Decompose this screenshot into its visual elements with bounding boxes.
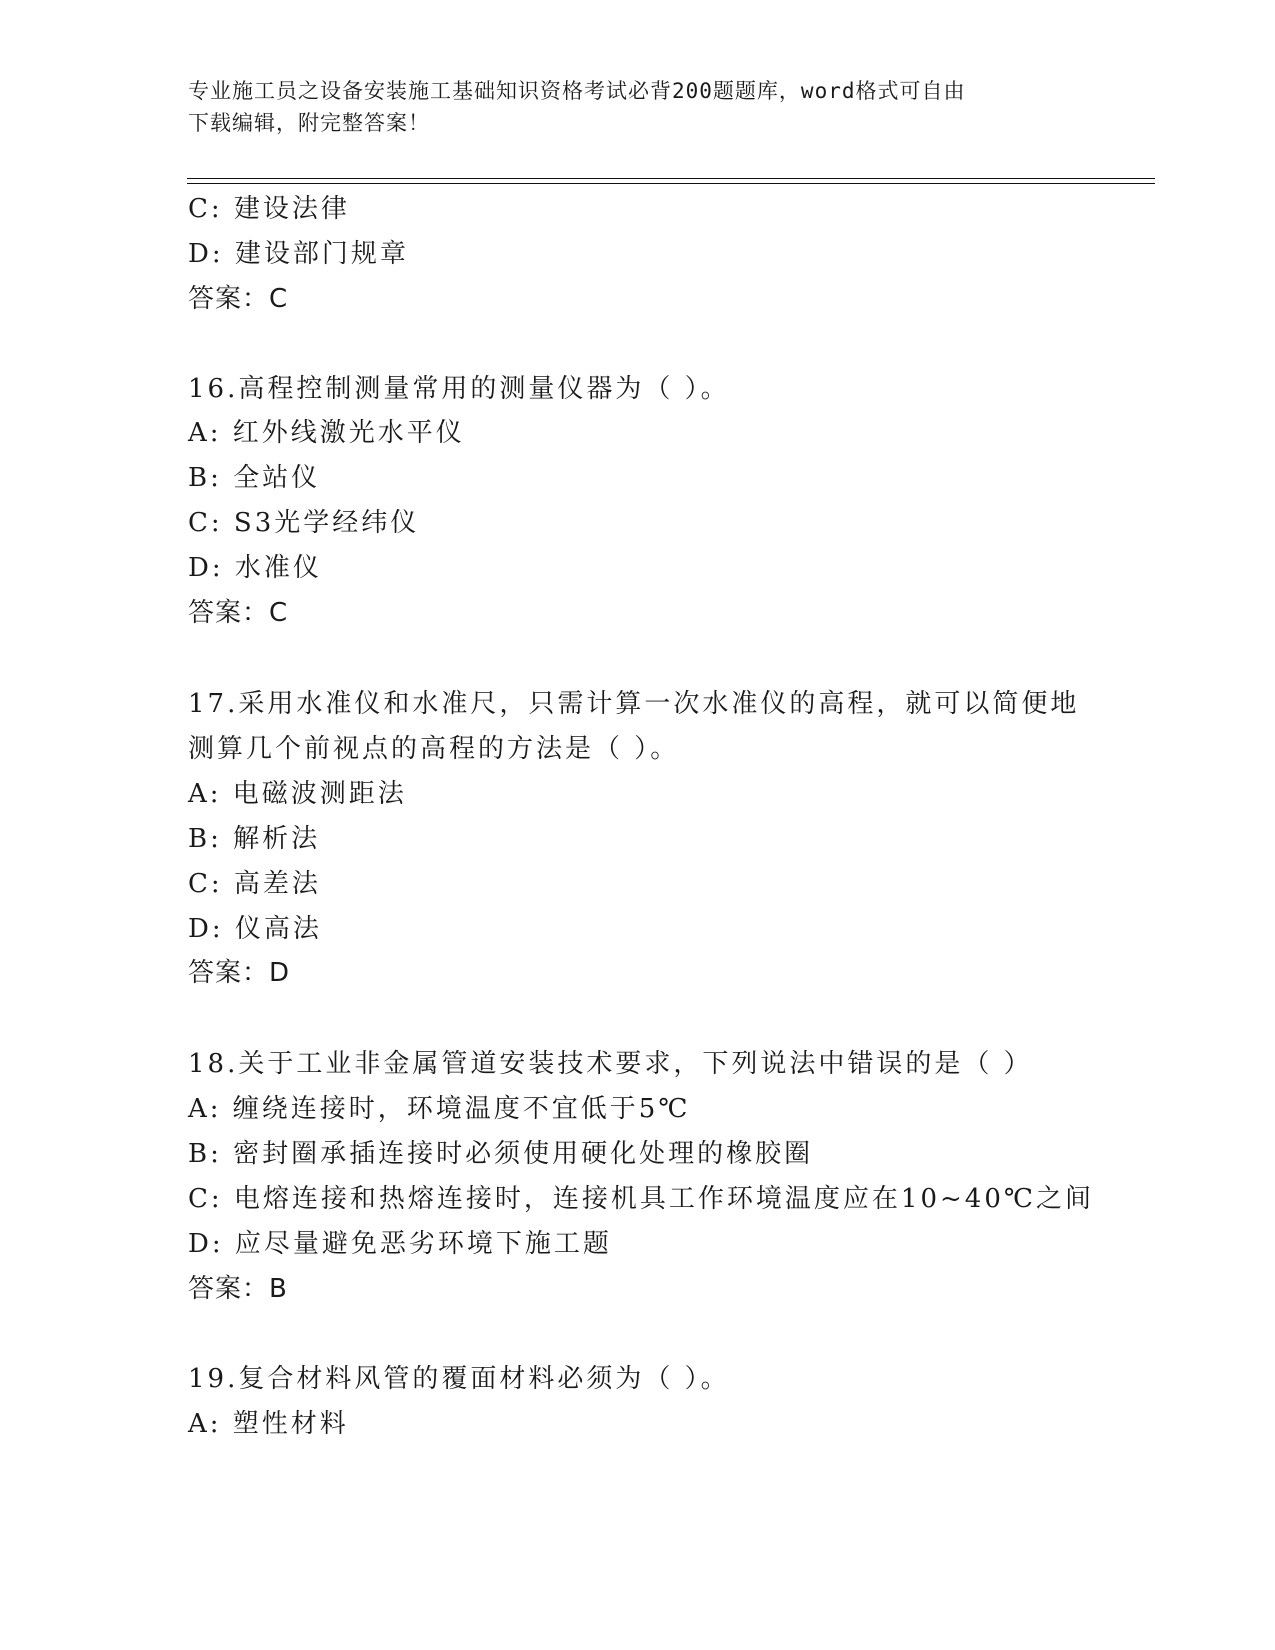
option-line: D: 水准仪 (188, 553, 322, 583)
option-line: B: 全站仪 (188, 463, 321, 493)
question-line: 16.高程控制测量常用的测量仪器为（ ）。 (188, 374, 730, 404)
question-line: 17.采用水准仪和水准尺，只需计算一次水准仪的高程，就可以简便地 (188, 689, 1080, 719)
option-line: C: 建设法律 (188, 194, 350, 224)
option-line: B: 解析法 (188, 824, 321, 854)
option-line: D: 仪高法 (188, 914, 322, 944)
document-header-line-2: 下载编辑，附完整答案！ (188, 111, 430, 135)
document-header-line-1: 专业施工员之设备安装施工基础知识资格考试必背200题题库，word格式可自由 (188, 79, 966, 103)
header-divider-top (187, 178, 1155, 179)
option-line: A: 红外线激光水平仪 (188, 418, 465, 448)
option-line: C: 电熔连接和热熔连接时，连接机具工作环境温度应在10~40℃之间 (188, 1184, 1094, 1214)
header-divider-bottom (187, 183, 1155, 184)
question-line: 测算几个前视点的高程的方法是（ ）。 (188, 734, 680, 764)
option-line: D: 应尽量避免恶劣环境下施工题 (188, 1229, 612, 1259)
answer-line: 答案：C (188, 598, 289, 628)
option-line: A: 电磁波测距法 (188, 779, 407, 809)
answer-line: 答案：B (188, 1274, 288, 1304)
question-line: 18.关于工业非金属管道安装技术要求，下列说法中错误的是（ ） (188, 1049, 1033, 1079)
option-line: B: 密封圈承插连接时必须使用硬化处理的橡胶圈 (188, 1139, 814, 1169)
answer-line: 答案：D (188, 958, 291, 988)
option-line: C: S3光学经纬仪 (188, 508, 420, 538)
option-line: A: 塑性材料 (188, 1409, 349, 1439)
option-line: D: 建设部门规章 (188, 239, 409, 269)
question-line: 19.复合材料风管的覆面材料必须为（ ）。 (188, 1364, 730, 1394)
option-line: C: 高差法 (188, 869, 321, 899)
answer-line: 答案：C (188, 284, 289, 314)
option-line: A: 缠绕连接时，环境温度不宜低于5℃ (188, 1094, 691, 1124)
